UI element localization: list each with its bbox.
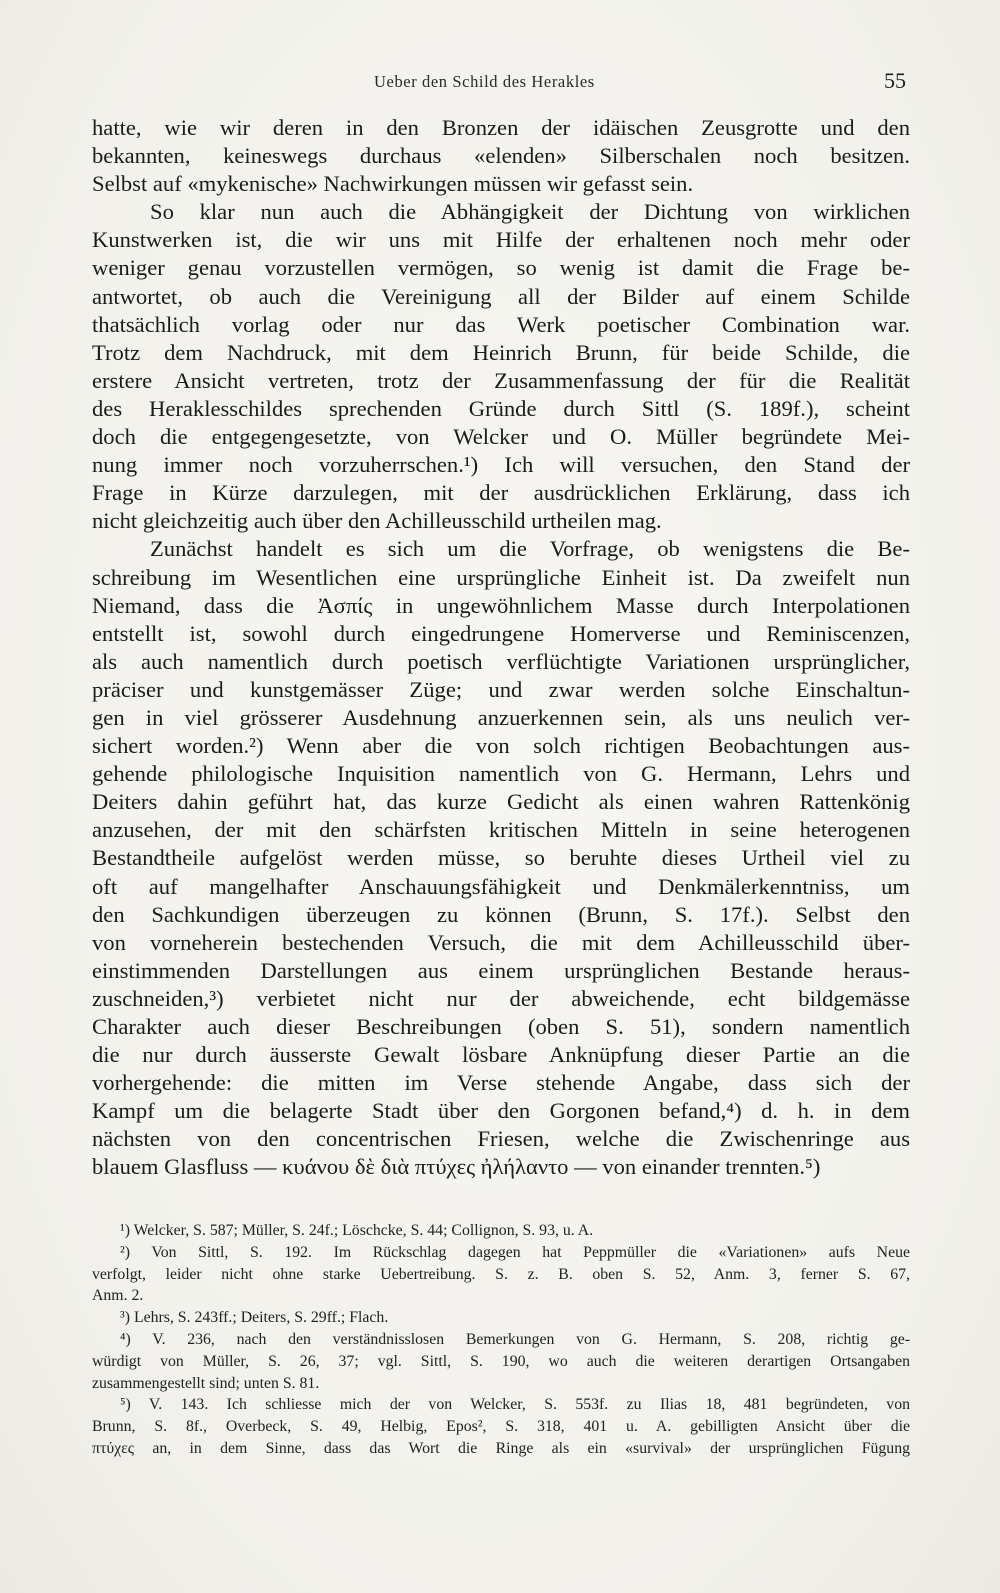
text-line: als auch namentlich durch poetisch verflüchtigte Variationen ursprünglicher, xyxy=(92,648,910,674)
text-line: schreibung im Wesentlichen eine ursprüngliche Einheit ist. Da zweifelt nun xyxy=(92,564,910,590)
text-line: Charakter auch dieser Beschreibungen (oben S. 51), sondern namentlich xyxy=(92,1014,910,1039)
text-line: bekannten, keineswegs durchaus «elenden» Silberschalen noch besitzen. xyxy=(92,143,910,169)
text-line: nung immer noch vorzuherrschen.¹) Ich will versuchen, den Stand der xyxy=(92,452,910,478)
text-line: den Sachkundigen überzeugen zu können (Brunn, S. 17f.). Selbst den xyxy=(92,901,910,927)
text-line: Kunstwerken ist, die wir uns mit Hilfe der erhaltenen noch mehr oder xyxy=(92,227,910,253)
text-line: Selbst auf «mykenische» Nachwirkungen müssen wir gefasst sein. xyxy=(92,171,694,197)
text-line: antwortet, ob auch die Vereinigung all der Bilder auf einem Schilde xyxy=(92,283,910,309)
footnote-line: ¹) Welcker, S. 587; Müller, S. 24f.; Löschcke, S. 44; Collignon, S. 93, u. A. xyxy=(120,1222,594,1239)
footnote-line: πτύχες an, in dem Sinne, dass das Wort die Ringe als ein «survival» der ursprünglichen Fügung xyxy=(92,1439,910,1457)
text-line: nicht gleichzeitig auch über den Achilleusschild urtheilen mag. xyxy=(92,508,662,534)
text-line: Niemand, dass die Ἀσπίς in ungewöhnlichem Masse durch Interpolationen xyxy=(92,592,910,618)
text-line: präciser und kunstgemässer Züge; und zwar werden solche Einschaltun- xyxy=(92,676,910,702)
footnote-line: ⁵) V. 143. Ich schliesse mich der von Welcker, S. 553f. zu Ilias 18, 481 begründeten, von xyxy=(120,1396,910,1414)
text-line: doch die entgegengesetzte, von Welcker und O. Müller begründete Mei- xyxy=(92,424,910,450)
text-line: hatte, wie wir deren in den Bronzen der idäischen Zeusgrotte und den xyxy=(92,115,910,140)
text-line: Deiters dahin geführt hat, das kurze Gedicht als einen wahren Rattenkönig xyxy=(92,789,910,815)
text-line: blauem Glasfluss — κυάνου δὲ διὰ πτύχες ἠλήλαντο — von einander trennten.⁵) xyxy=(92,1154,821,1180)
text-line: Trotz dem Nachdruck, mit dem Heinrich Brunn, für beide Schilde, die xyxy=(92,339,910,365)
text-line: Kampf um die belagerte Stadt über den Gorgonen befand,⁴) d. h. in dem xyxy=(92,1098,910,1124)
footnote-line: Brunn, S. 8f., Overbeck, S. 49, Helbig, Epos², S. 318, 401 u. A. gebilligten Ansicht über die xyxy=(92,1418,910,1436)
text-line: einstimmenden Darstellungen aus einem ursprünglichen Bestande heraus- xyxy=(92,957,910,983)
text-line: erstere Ansicht vertreten, trotz der Zusammenfassung der für die Realität xyxy=(92,367,910,393)
footnote-line: verfolgt, leider nicht ohne starke Uebertreibung. S. z. B. oben S. 52, Anm. 3, ferner S. 67, xyxy=(92,1265,910,1283)
text-line: anzusehen, der mit den schärfsten kritischen Mitteln in seine heterogenen xyxy=(92,817,910,843)
main-text xyxy=(92,114,910,1182)
footnote-line: würdigt von Müller, S. 26, 37; vgl. Sittl, S. 190, wo auch die weiteren derartigen Ortsangaben xyxy=(92,1352,910,1370)
text-line: Zunächst handelt es sich um die Vorfrage, ob wenigstens die Be- xyxy=(150,536,910,562)
text-line: So klar nun auch die Abhängigkeit der Dichtung von wirklichen xyxy=(150,199,910,225)
footnote-line: ⁴) V. 236, nach den verständnisslosen Bemerkungen von G. Hermann, S. 208, richtig ge- xyxy=(120,1330,910,1348)
text-line: oft auf mangelhafter Anschauungsfähigkeit und Denkmälerkenntniss, um xyxy=(92,873,910,899)
text-line: entstellt ist, sowohl durch eingedrungene Homerverse und Reminiscenzen, xyxy=(92,620,910,646)
text-line: des Heraklesschildes sprechenden Gründe durch Sittl (S. 189f.), scheint xyxy=(92,395,910,421)
text-line: von vorneherein bestechenden Versuch, die mit dem Achilleusschild über- xyxy=(92,929,910,955)
running-title: Ueber den Schild des Herakles xyxy=(374,72,595,91)
footnote-line: ³) Lehrs, S. 243ff.; Deiters, S. 29ff.; Flach. xyxy=(120,1309,389,1327)
text-line: vorhergehende: die mitten im Verse stehende Angabe, dass sich der xyxy=(92,1070,910,1096)
text-line: gehende philologische Inquisition namentlich von G. Hermann, Lehrs und xyxy=(92,761,910,787)
text-line: sichert worden.²) Wenn aber die von solch richtigen Beobachtungen aus- xyxy=(92,733,910,759)
footnote-line: ²) Von Sittl, S. 192. Im Rückschlag dagegen hat Peppmüller die «Variationen» aufs Neue xyxy=(120,1243,910,1261)
text-line: thatsächlich vorlag oder nur das Werk poetischer Combination war. xyxy=(92,311,910,337)
text-line: weniger genau vorzustellen vermögen, so wenig ist damit die Frage be- xyxy=(92,255,910,281)
page-number: 55 xyxy=(884,68,906,93)
text-line: die nur durch äusserste Gewalt lösbare Anknüpfung dieser Partie an die xyxy=(92,1042,910,1068)
footnote-line: zusammengestellt sind; unten S. 81. xyxy=(92,1374,320,1392)
text-line: Bestandtheile aufgelöst werden müsse, so beruhte dieses Urtheil viel zu xyxy=(92,845,910,871)
running-head xyxy=(92,68,910,98)
text-line: zuschneiden,³) verbietet nicht nur der abweichende, echt bildgemässe xyxy=(92,985,910,1011)
text-line: Frage in Kürze darzulegen, mit der ausdrücklichen Erklärung, dass ich xyxy=(92,480,910,506)
footnotes xyxy=(92,1220,910,1460)
footnote-line: Anm. 2. xyxy=(92,1287,144,1305)
text-line: nächsten von den concentrischen Friesen, welche die Zwischenringe aus xyxy=(92,1126,910,1152)
text-line: gen in viel grösserer Ausdehnung anzuerkennen sein, als uns neulich ver- xyxy=(92,704,910,730)
